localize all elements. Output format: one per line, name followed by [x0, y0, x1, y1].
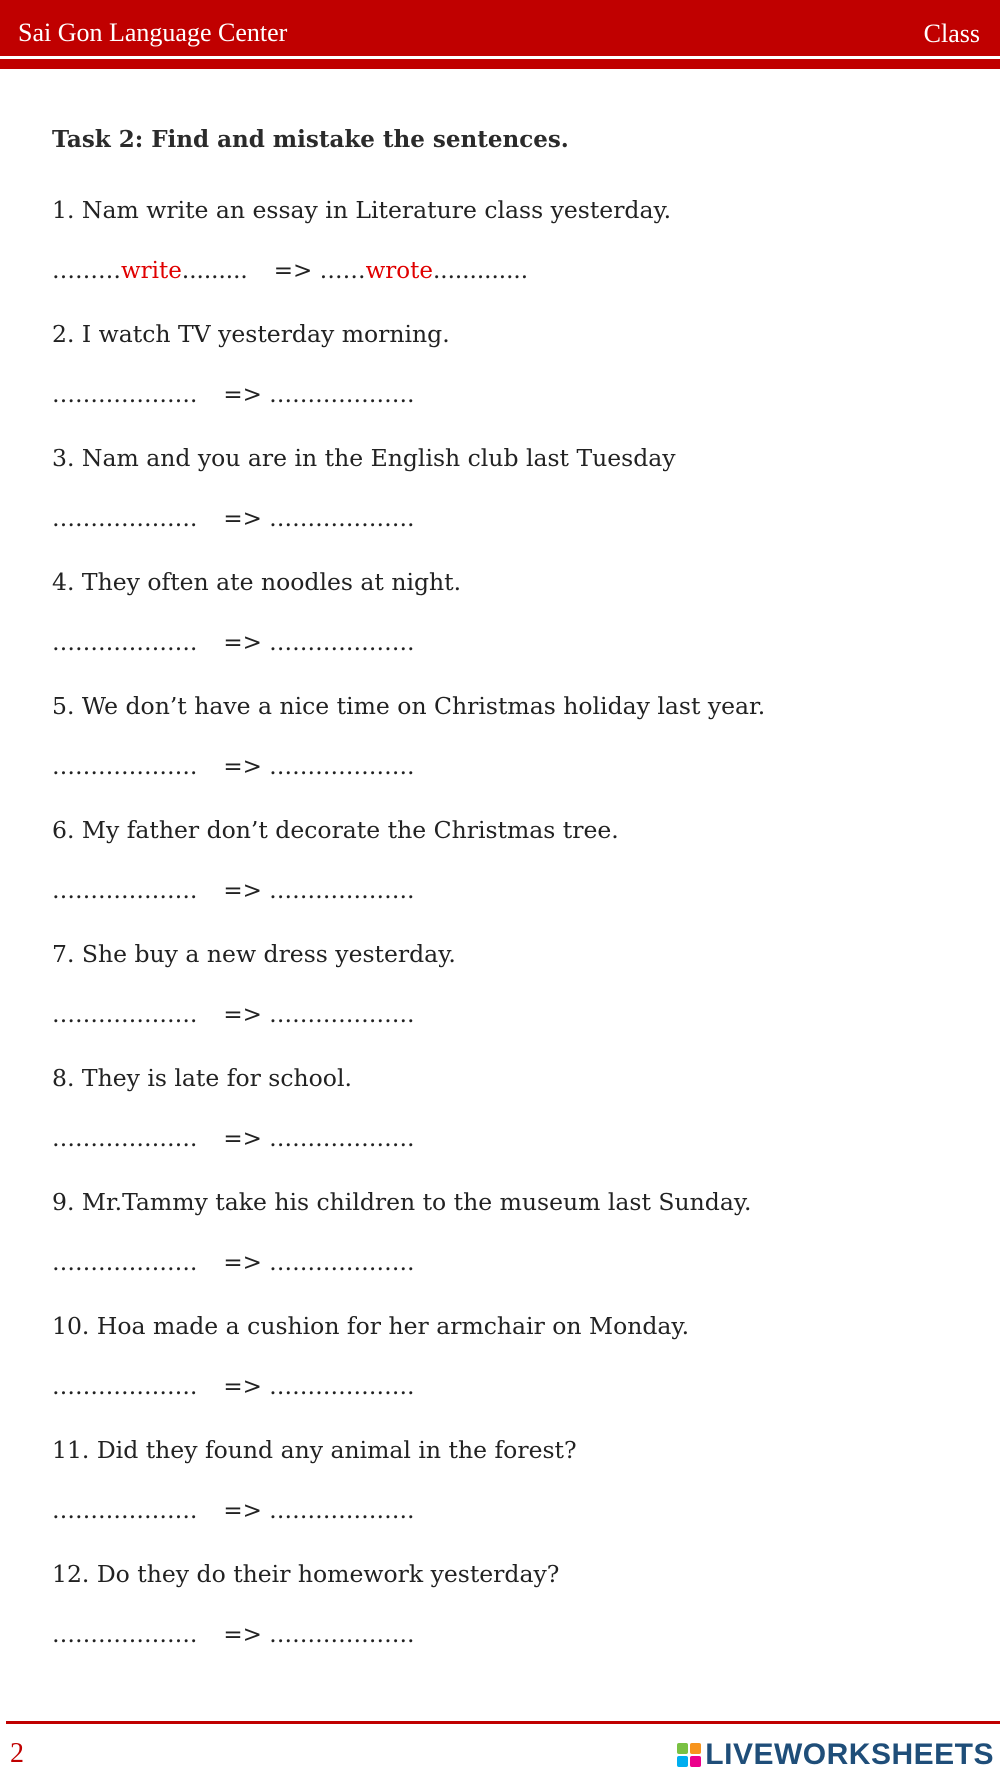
answer-8-correction-blank[interactable]: ………………. — [269, 1126, 415, 1152]
answer-row-10 — [52, 1374, 414, 1400]
answer-3-correction-blank[interactable]: ………………. — [269, 506, 415, 532]
answer-6-correction-blank[interactable]: ………………. — [269, 878, 415, 904]
answer-3-blank[interactable]: ………………. — [52, 506, 198, 532]
header-class-label: Class — [923, 19, 980, 48]
liveworksheets-logo-icon — [677, 1743, 701, 1767]
answer-12-arrow: => — [223, 1622, 262, 1648]
liveworksheets-brand[interactable] — [677, 1738, 994, 1772]
answer-7-blank[interactable]: ………………. — [52, 1002, 198, 1028]
question-1: 1. Nam write an essay in Literature class yesterday. — [52, 196, 672, 224]
answer-9-correction-blank[interactable]: ………………. — [269, 1250, 415, 1276]
answer-4-arrow: => — [223, 630, 262, 656]
answer-row-5 — [52, 754, 414, 780]
header-divider-red — [0, 59, 1000, 69]
answer-row-3 — [52, 506, 414, 532]
footer-divider — [6, 1721, 1000, 1724]
page-number: 2 — [10, 1738, 24, 1769]
answer-2-blank[interactable]: ………………. — [52, 382, 198, 408]
answer-row-2 — [52, 382, 414, 408]
answer-1-mistake: write — [121, 258, 182, 284]
answer-row-4 — [52, 630, 414, 656]
answer-11-blank[interactable]: ………………. — [52, 1498, 198, 1524]
answer-1-arrow: => — [273, 258, 313, 284]
answer-1-correction: wrote — [365, 258, 433, 284]
answer-4-correction-blank[interactable]: ………………. — [269, 630, 415, 656]
question-5: 5. We don’t have a nice time on Christmas holiday last year. — [52, 692, 766, 720]
answer-10-correction-blank[interactable]: ………………. — [269, 1374, 415, 1400]
question-6: 6. My father don’t decorate the Christmas tree. — [52, 816, 619, 844]
answer-9-arrow: => — [223, 1250, 262, 1276]
answer-5-blank[interactable]: ………………. — [52, 754, 198, 780]
brand-name: LIVEWORKSHEETS — [705, 1738, 994, 1771]
answer-row-7 — [52, 1002, 414, 1028]
answer-row-6 — [52, 878, 414, 904]
answer-1-left-pre: ……… — [52, 258, 121, 284]
answer-row-12 — [52, 1622, 414, 1648]
answer-7-arrow: => — [223, 1002, 262, 1028]
answer-5-arrow: => — [223, 754, 262, 780]
answer-7-correction-blank[interactable]: ………………. — [269, 1002, 415, 1028]
answer-6-arrow: => — [223, 878, 262, 904]
question-2: 2. I watch TV yesterday morning. — [52, 320, 450, 348]
answer-12-correction-blank[interactable]: ………………. — [269, 1622, 415, 1648]
answer-11-correction-blank[interactable]: ………………. — [269, 1498, 415, 1524]
question-3: 3. Nam and you are in the English club last Tuesday — [52, 444, 676, 472]
question-12: 12. Do they do their homework yesterday? — [52, 1560, 560, 1588]
question-10: 10. Hoa made a cushion for her armchair on Monday. — [52, 1312, 690, 1340]
answer-10-arrow: => — [223, 1374, 262, 1400]
question-9: 9. Mr.Tammy take his children to the museum last Sunday. — [52, 1188, 752, 1216]
answer-6-blank[interactable]: ………………. — [52, 878, 198, 904]
answer-row-8 — [52, 1126, 414, 1152]
header-bar — [0, 0, 1000, 56]
question-4: 4. They often ate noodles at night. — [52, 568, 462, 596]
answer-10-blank[interactable]: ………………. — [52, 1374, 198, 1400]
answer-1-left-post: ......... — [181, 258, 248, 284]
question-7: 7. She buy a new dress yesterday. — [52, 940, 456, 968]
answer-12-blank[interactable]: ………………. — [52, 1622, 198, 1648]
answer-8-arrow: => — [223, 1126, 262, 1152]
answer-11-arrow: => — [223, 1498, 262, 1524]
answer-9-blank[interactable]: ………………. — [52, 1250, 198, 1276]
answer-row-9 — [52, 1250, 414, 1276]
answer-row-11 — [52, 1498, 414, 1524]
answer-2-arrow: => — [223, 382, 262, 408]
answer-1-right-pre: …… — [319, 258, 366, 284]
answer-3-arrow: => — [223, 506, 262, 532]
answer-5-correction-blank[interactable]: ………………. — [269, 754, 415, 780]
question-11: 11. Did they found any animal in the forest? — [52, 1436, 577, 1464]
answer-1-right-post: ............. — [432, 258, 529, 284]
header-title: Sai Gon Language Center — [18, 18, 288, 47]
question-8: 8. They is late for school. — [52, 1064, 352, 1092]
task-heading: Task 2: Find and mistake the sentences. — [52, 126, 569, 153]
answer-2-correction-blank[interactable]: ………………. — [269, 382, 415, 408]
answer-row-1 — [52, 258, 528, 284]
answer-8-blank[interactable]: ………………. — [52, 1126, 198, 1152]
answer-4-blank[interactable]: ………………. — [52, 630, 198, 656]
